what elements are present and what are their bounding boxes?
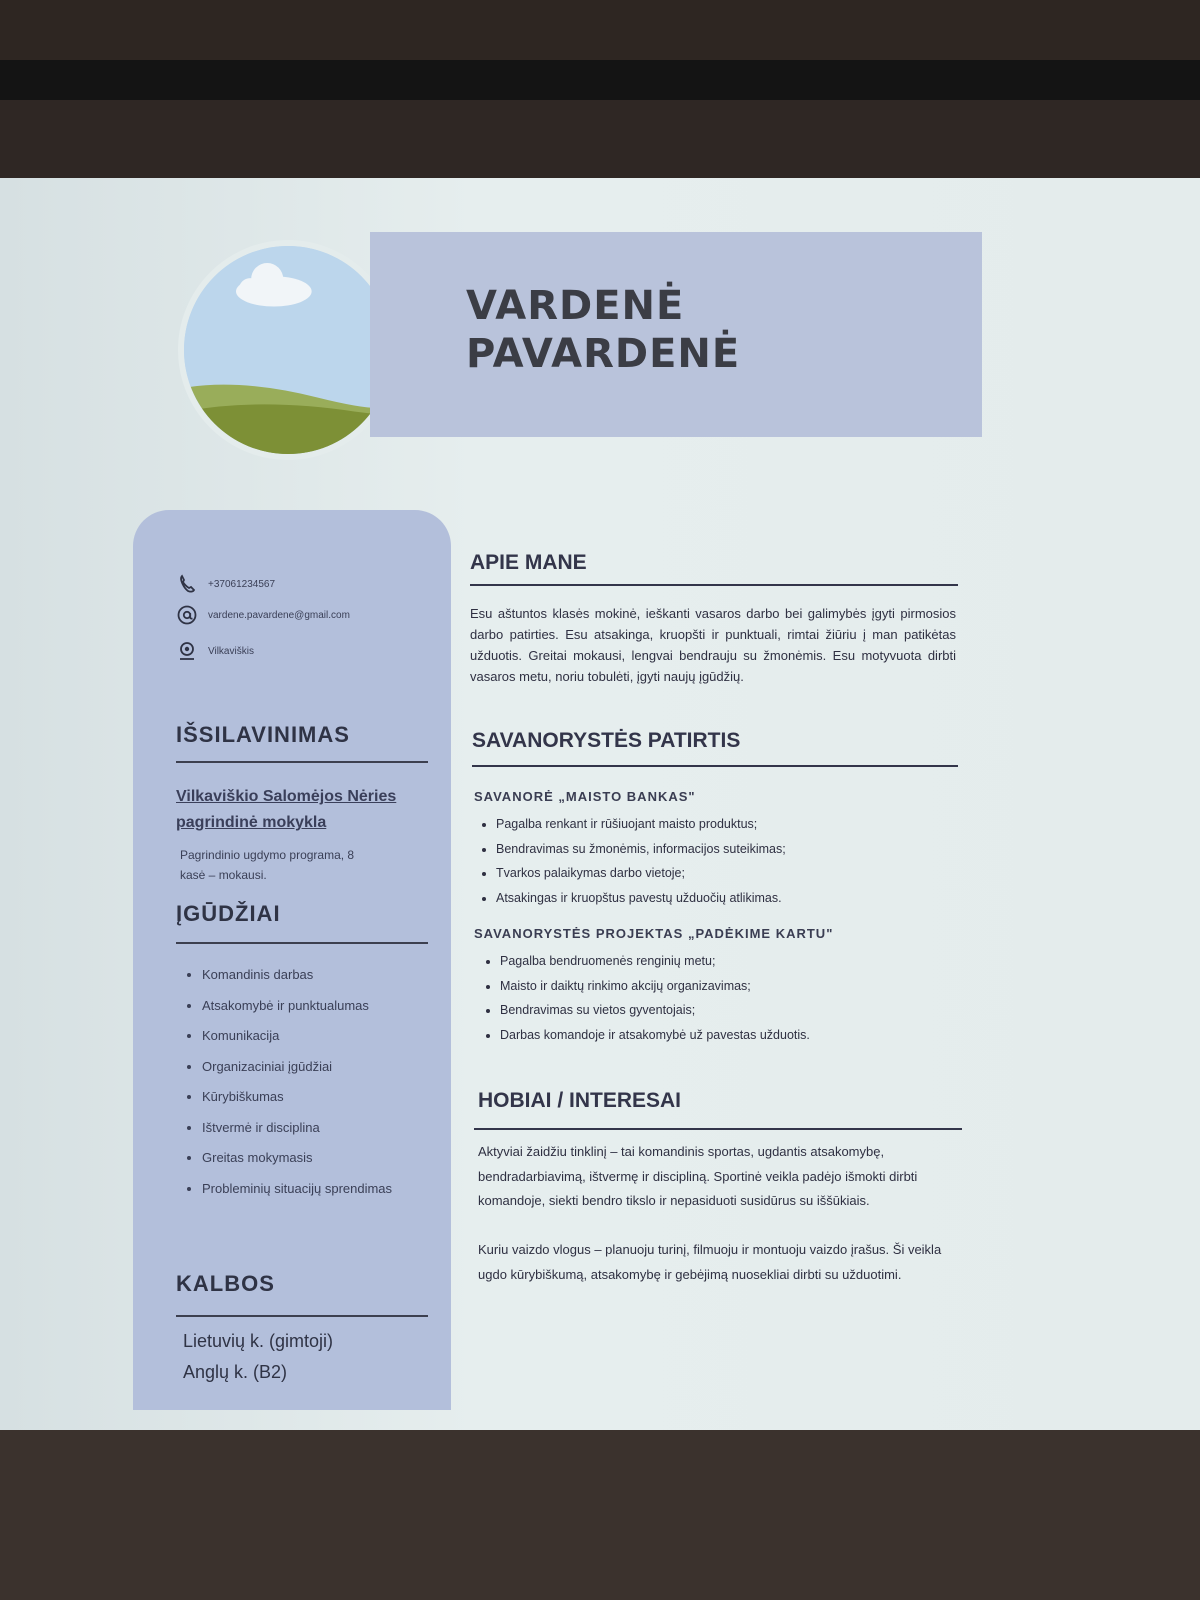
contact-phone-text: +37061234567 <box>208 578 276 590</box>
language-item: Anglų k. (B2) <box>183 1362 288 1382</box>
room-background-top <box>0 0 1200 60</box>
list-item: • Maisto ir daiktų rinkimo akcijų organizavimas; <box>500 974 960 999</box>
contact-location <box>176 640 254 662</box>
divider <box>470 584 958 586</box>
languages-heading: KALBOS <box>176 1271 275 1296</box>
at-icon <box>176 604 198 626</box>
list-item: • Bendravimas su vietos gyventojais; <box>500 998 960 1023</box>
list-item: • Bendravimas su žmonėmis, informacijos suteikimas; <box>496 837 956 862</box>
list-item: • Tvarkos palaikymas darbo vietoje; <box>496 861 956 886</box>
list-item: • Organizaciniai įgūdžiai <box>202 1052 432 1083</box>
divider <box>176 942 428 944</box>
volunteer-role-list <box>478 812 956 910</box>
volunteer-role-title: SAVANORĖ „MAISTO BANKAS" <box>474 789 696 804</box>
room-wall <box>0 100 1200 180</box>
list-item: • Greitas mokymasis <box>202 1143 432 1174</box>
language-item: Lietuvių k. (gimtoji) <box>183 1331 334 1351</box>
location-icon <box>176 640 198 662</box>
page-title: VARDENĖ PAVARDENĖ <box>466 283 741 377</box>
hobby-paragraph: Aktyviai žaidžiu tinklinį – tai komandinis sportas, ugdantis atsakomybę, bendradarbiavimą, ištvermę ir discipliną. Sportinė veikla padėjo išmokti dirbti komandoje, siekti bendro tikslo ir nepasiduoti susidūrus su iššūkiais. <box>478 1144 918 1208</box>
list-item: • Pagalba renkant ir rūšiuojant maisto produktus; <box>496 812 956 837</box>
list-item: • Kūrybiškumas <box>202 1082 432 1113</box>
list-item: • Komunikacija <box>202 1021 432 1052</box>
divider <box>474 1128 962 1130</box>
volunteer-role-list <box>482 949 960 1047</box>
hobbies-heading: HOBIAI / INTERESAI <box>478 1089 682 1112</box>
list-item: • Atsakingas ir kruopštus pavestų užduočių atlikimas. <box>496 886 956 911</box>
divider <box>176 761 428 763</box>
phone-icon <box>176 573 198 595</box>
skills-heading: ĮGŪDŽIAI <box>176 901 281 926</box>
skills-list <box>184 960 432 1204</box>
divider <box>176 1315 428 1317</box>
contact-location-text: Vilkaviškis <box>208 645 254 657</box>
list-item: • Darbas komandoje ir atsakomybė už pavestas užduotis. <box>500 1023 960 1048</box>
list-item: • Ištvermė ir disciplina <box>202 1113 432 1144</box>
room-background-bottom <box>0 1430 1200 1600</box>
school-name: Vilkaviškio Salomėjos Nėries pagrindinė mokykla <box>176 788 397 831</box>
list-item: • Probleminių situacijų sprendimas <box>202 1174 432 1205</box>
list-item: • Pagalba bendruomenės renginių metu; <box>500 949 960 974</box>
about-heading: APIE MANE <box>470 551 587 574</box>
contact-email-text: vardene.pavardene@gmail.com <box>208 609 350 621</box>
screen-bezel <box>0 60 1200 100</box>
about-text: Esu aštuntos klasės mokinė, ieškanti vasaros darbo bei galimybės įgyti pirmosios darbo patirties. Esu atsakinga, kruopšti ir punktuali, rimtai žiūriu į man patikėtas užduotis. Greitai mokausi, lengvai bendrauju su žmonėmis. Esu motyvuota dirbti vasaros metu, noriu tobulėti, įgyti naujų įgūdžių. <box>470 606 956 684</box>
profile-photo <box>178 240 398 460</box>
volunteer-role-title: SAVANORYSTĖS PROJEKTAS „PADĖKIME KARTU" <box>474 926 834 941</box>
list-item: • Atsakomybė ir punktualumas <box>202 991 432 1022</box>
divider <box>472 765 958 767</box>
landscape-icon <box>184 246 392 454</box>
contact-email <box>176 604 350 626</box>
list-item: • Komandinis darbas <box>202 960 432 991</box>
hobby-paragraph: Kuriu vaizdo vlogus – planuoju turinį, filmuoju ir montuoju vaizdo įrašus. Ši veikla ugdo kūrybiškumą, atsakomybę ir gebėjimą nuosekliai dirbti su užduotimi. <box>478 1242 942 1282</box>
program-text: Pagrindinio ugdymo programa, 8 kasė – mokausi. <box>180 848 355 882</box>
contact-phone <box>176 573 275 595</box>
volunteering-heading: SAVANORYSTĖS PATIRTIS <box>472 729 741 752</box>
education-heading: IŠSILAVINIMAS <box>176 722 350 747</box>
